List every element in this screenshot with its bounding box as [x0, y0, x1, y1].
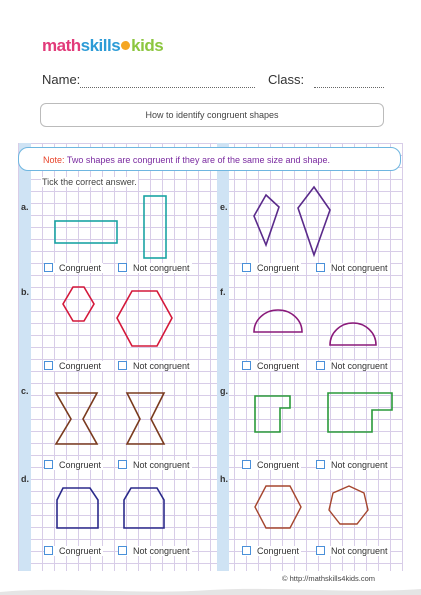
checkbox-icon[interactable]: [242, 361, 251, 370]
checkbox-icon[interactable]: [316, 263, 325, 272]
shape-h2-heptagon: [329, 486, 368, 524]
option-label: Congruent: [59, 361, 102, 371]
option-not-congruent-a[interactable]: [118, 263, 192, 273]
shape-c2-bowtie: [127, 393, 164, 444]
shape-c1-bowtie: [56, 393, 97, 444]
checkbox-icon[interactable]: [316, 460, 325, 469]
option-not-congruent-d[interactable]: [118, 546, 192, 556]
checkbox-icon[interactable]: [44, 361, 53, 370]
option-label: Not congruent: [133, 361, 190, 371]
option-congruent-g[interactable]: [242, 460, 301, 470]
checkbox-icon[interactable]: [118, 263, 127, 272]
shape-h1-hexagon: [255, 486, 301, 528]
checkbox-icon[interactable]: [118, 361, 127, 370]
question-label-b: b.: [21, 287, 29, 297]
option-label: Not congruent: [331, 263, 388, 273]
footer-wave-decoration: [0, 586, 421, 595]
instruction-text: Tick the correct answer.: [42, 177, 137, 187]
shape-e2-kite: [298, 187, 330, 255]
note-label: Note:: [43, 155, 65, 165]
logo-text-math: math: [42, 36, 81, 55]
checkbox-icon[interactable]: [44, 460, 53, 469]
option-congruent-d[interactable]: [44, 546, 103, 556]
copyright-text: © http://mathskills4kids.com: [282, 574, 376, 583]
checkbox-icon[interactable]: [44, 546, 53, 555]
option-congruent-c[interactable]: [44, 460, 103, 470]
checkbox-icon[interactable]: [118, 546, 127, 555]
option-label: Congruent: [257, 361, 300, 371]
option-label: Not congruent: [331, 361, 388, 371]
option-not-congruent-h[interactable]: [316, 546, 390, 556]
shape-f1-semicircle: [254, 310, 302, 332]
option-label: Not congruent: [331, 460, 388, 470]
checkbox-icon[interactable]: [242, 263, 251, 272]
checkbox-icon[interactable]: [316, 546, 325, 555]
option-congruent-a[interactable]: [44, 263, 103, 273]
checkbox-icon[interactable]: [118, 460, 127, 469]
name-label: Name:: [42, 72, 81, 87]
option-label: Not congruent: [133, 263, 190, 273]
option-label: Congruent: [257, 546, 300, 556]
option-not-congruent-b[interactable]: [118, 361, 192, 371]
option-not-congruent-c[interactable]: [118, 460, 192, 470]
option-label: Not congruent: [331, 546, 388, 556]
shape-g1-lshape: [255, 396, 290, 432]
logo-text-skills: skills: [80, 36, 121, 55]
logo-text-kids: kids: [131, 36, 164, 55]
checkbox-icon[interactable]: [242, 546, 251, 555]
option-not-congruent-f[interactable]: [316, 361, 390, 371]
shape-g2-lshape: [328, 393, 392, 432]
option-not-congruent-e[interactable]: [316, 263, 390, 273]
option-congruent-e[interactable]: [242, 263, 301, 273]
shape-d2-pentagon: [124, 488, 164, 528]
option-label: Congruent: [257, 460, 300, 470]
class-label: Class:: [268, 72, 305, 87]
question-label-a: a.: [21, 202, 29, 212]
option-label: Not congruent: [133, 460, 190, 470]
checkbox-icon[interactable]: [242, 460, 251, 469]
worksheet-title: How to identify congruent shapes: [40, 103, 384, 127]
option-not-congruent-g[interactable]: [316, 460, 390, 470]
question-label-f: f.: [220, 287, 226, 297]
option-label: Not congruent: [133, 546, 190, 556]
shape-b2-hexagon: [117, 291, 172, 346]
shape-a1-rectangle: [55, 221, 117, 243]
checkbox-icon[interactable]: [44, 263, 53, 272]
shape-e1-kite: [254, 195, 279, 245]
question-label-e: e.: [220, 202, 228, 212]
shape-b1-hexagon: [63, 287, 94, 321]
option-congruent-h[interactable]: [242, 546, 301, 556]
shape-f2-semicircle: [330, 323, 376, 345]
shape-d1-pentagon: [57, 488, 98, 528]
note-text: Two shapes are congruent if they are of the same size and shape.: [66, 155, 331, 165]
question-label-d: d.: [21, 474, 29, 484]
option-label: Congruent: [59, 546, 102, 556]
option-label: Congruent: [59, 460, 102, 470]
checkbox-icon[interactable]: [316, 361, 325, 370]
option-label: Congruent: [257, 263, 300, 273]
question-label-h: h.: [220, 474, 228, 484]
question-label-g: g.: [220, 386, 228, 396]
option-label: Congruent: [59, 263, 102, 273]
option-congruent-b[interactable]: [44, 361, 103, 371]
question-label-c: c.: [21, 386, 29, 396]
option-congruent-f[interactable]: [242, 361, 301, 371]
shape-a2-rectangle: [144, 196, 166, 258]
